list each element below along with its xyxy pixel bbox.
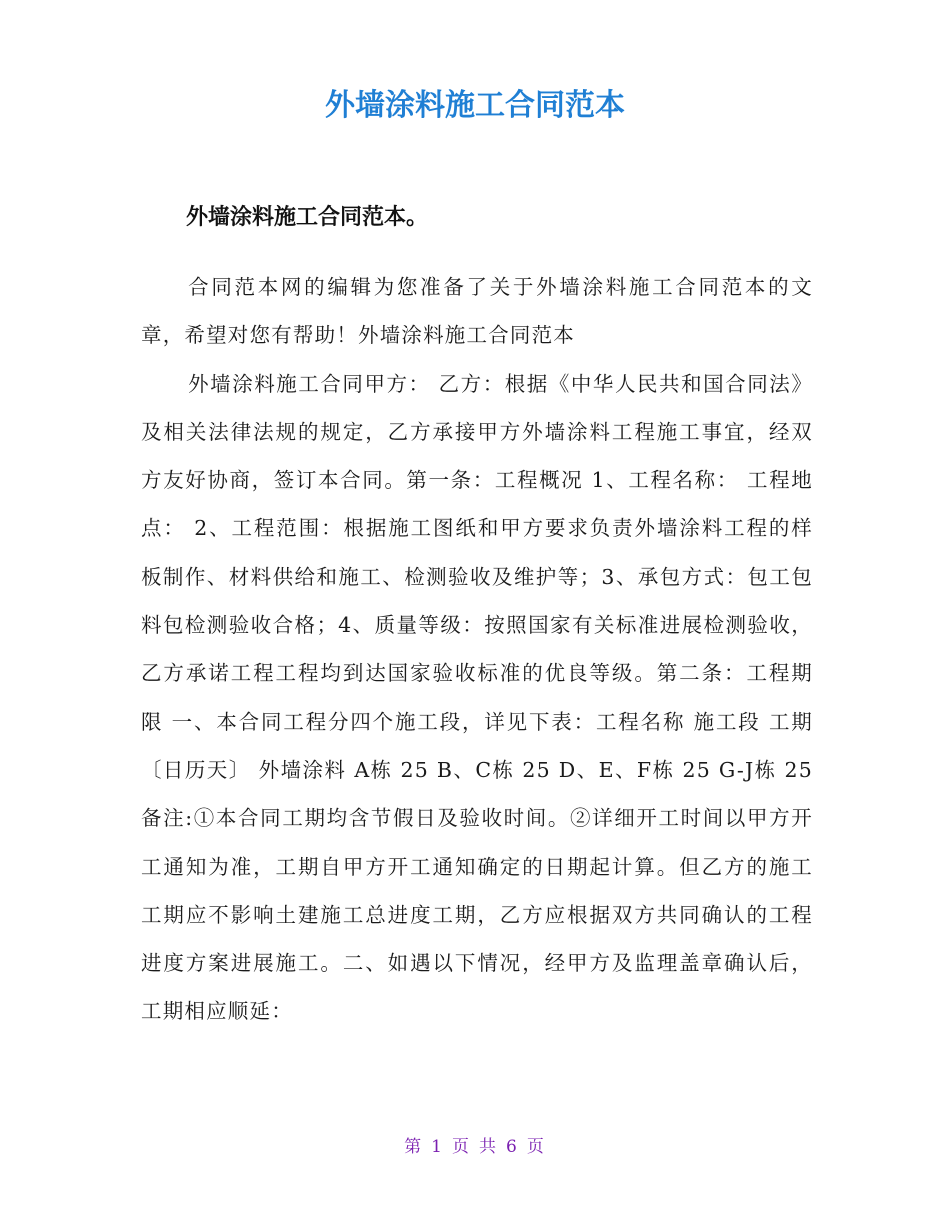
document-title: 外墙涂料施工合同范本 [325,88,625,123]
footer-page-word: 页 [452,1137,471,1157]
body-paragraph: 合同范本网的编辑为您准备了关于外墙涂料施工合同范本的文章，希望对您有帮助！外墙涂料施工合同范本 [141,275,813,348]
document-subtitle: 外墙涂料施工合同范本。 [186,205,429,230]
footer-total-prefix: 共 [479,1137,498,1157]
document-body [141,263,813,1036]
footer-total-suffix: 页 [526,1137,546,1157]
page-footer [0,1135,950,1159]
footer-prefix: 第 [404,1137,424,1157]
body-paragraph: 外墙涂料施工合同甲方： 乙方：根据《中华人民共和国合同法》及相关法律法规的规定，乙方承接甲方外墙涂料工程施工事宜，经双方友好协商，签订本合同。第一条：工程概况 1、工程名称： 工程地点： 2、工程范围：根据施工图纸和甲方要求负责外墙涂料工程的样板制作、材料供给和施工、检测验收及维护等；3、承包方式：包工包料包检测验收合格；4、质量等级：按照国家有关标准进展检测验收，乙方承诺工程工程均到达国家验收标准的优良等级。第二条：工程期限 一、本合同工程分四个施工段，详见下表：工程名称 施工段 工期〔日历天〕 外墙涂料 A栋 25 B、C栋 25 D、E、F栋 25 G-J栋 25备注:①本合同工期均含节假日及验收时间。②详细开工时间以甲方开工通知为准，工期自甲方开工通知确定的日期起计算。但乙方的施工工期应不影响土建施工总进度工期，乙方应根据双方共同确认的工程进度方案进展施工。二、如遇以下情况，经甲方及监理盖章确认后，工期相应顺延： [141,371,813,1024]
footer-total-pages: 6 [506,1137,519,1157]
footer-current-page: 1 [431,1137,444,1157]
